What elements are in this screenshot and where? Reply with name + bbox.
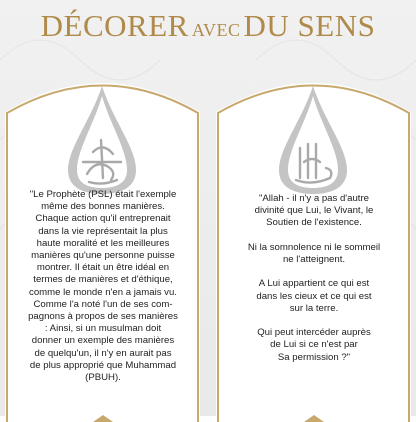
page-title: DÉCORER AVECDU SENS — [40, 8, 376, 43]
left-quote-panel — [5, 72, 200, 422]
left-quote-text: "Le Prophète (PSL) était l'exemple même des bonnes manières. Chaque action qu'il entreprenait dans la vie représentait la plus haute moralité et les meilleures manières qu'une personne puisse montrer. Il était un être idéal en termes de manières et d'éthique, comme le monde n'en a jamais vu. Comme l'a noté l'un de ses com- pagnons à propos de ses manières : Ainsi, si un musulman doit donner un exemple des manières de quelqu'un, il n'y en aurait pas de plus approprié que Muhammad (PBUH). — [28, 189, 178, 384]
right-panel-pointer — [304, 415, 324, 422]
left-panel-pointer — [93, 415, 113, 422]
muhammad-calligraphy-icon — [5, 82, 200, 194]
right-quote-panel — [216, 72, 411, 422]
allah-calligraphy-icon — [216, 82, 411, 194]
right-quote-text: "Allah - il n'y a pas d'autre divinité que Lui, le Vivant, le Soutien de l'existence. Ni la somnolence ni le sommeil ne l'atteignent. A Lui appartient ce qui est dans les cieux et ce qui est sur la terre. Qui peut intercéder auprès de Lui si ce n'est par Sa permission ?" — [247, 193, 381, 363]
